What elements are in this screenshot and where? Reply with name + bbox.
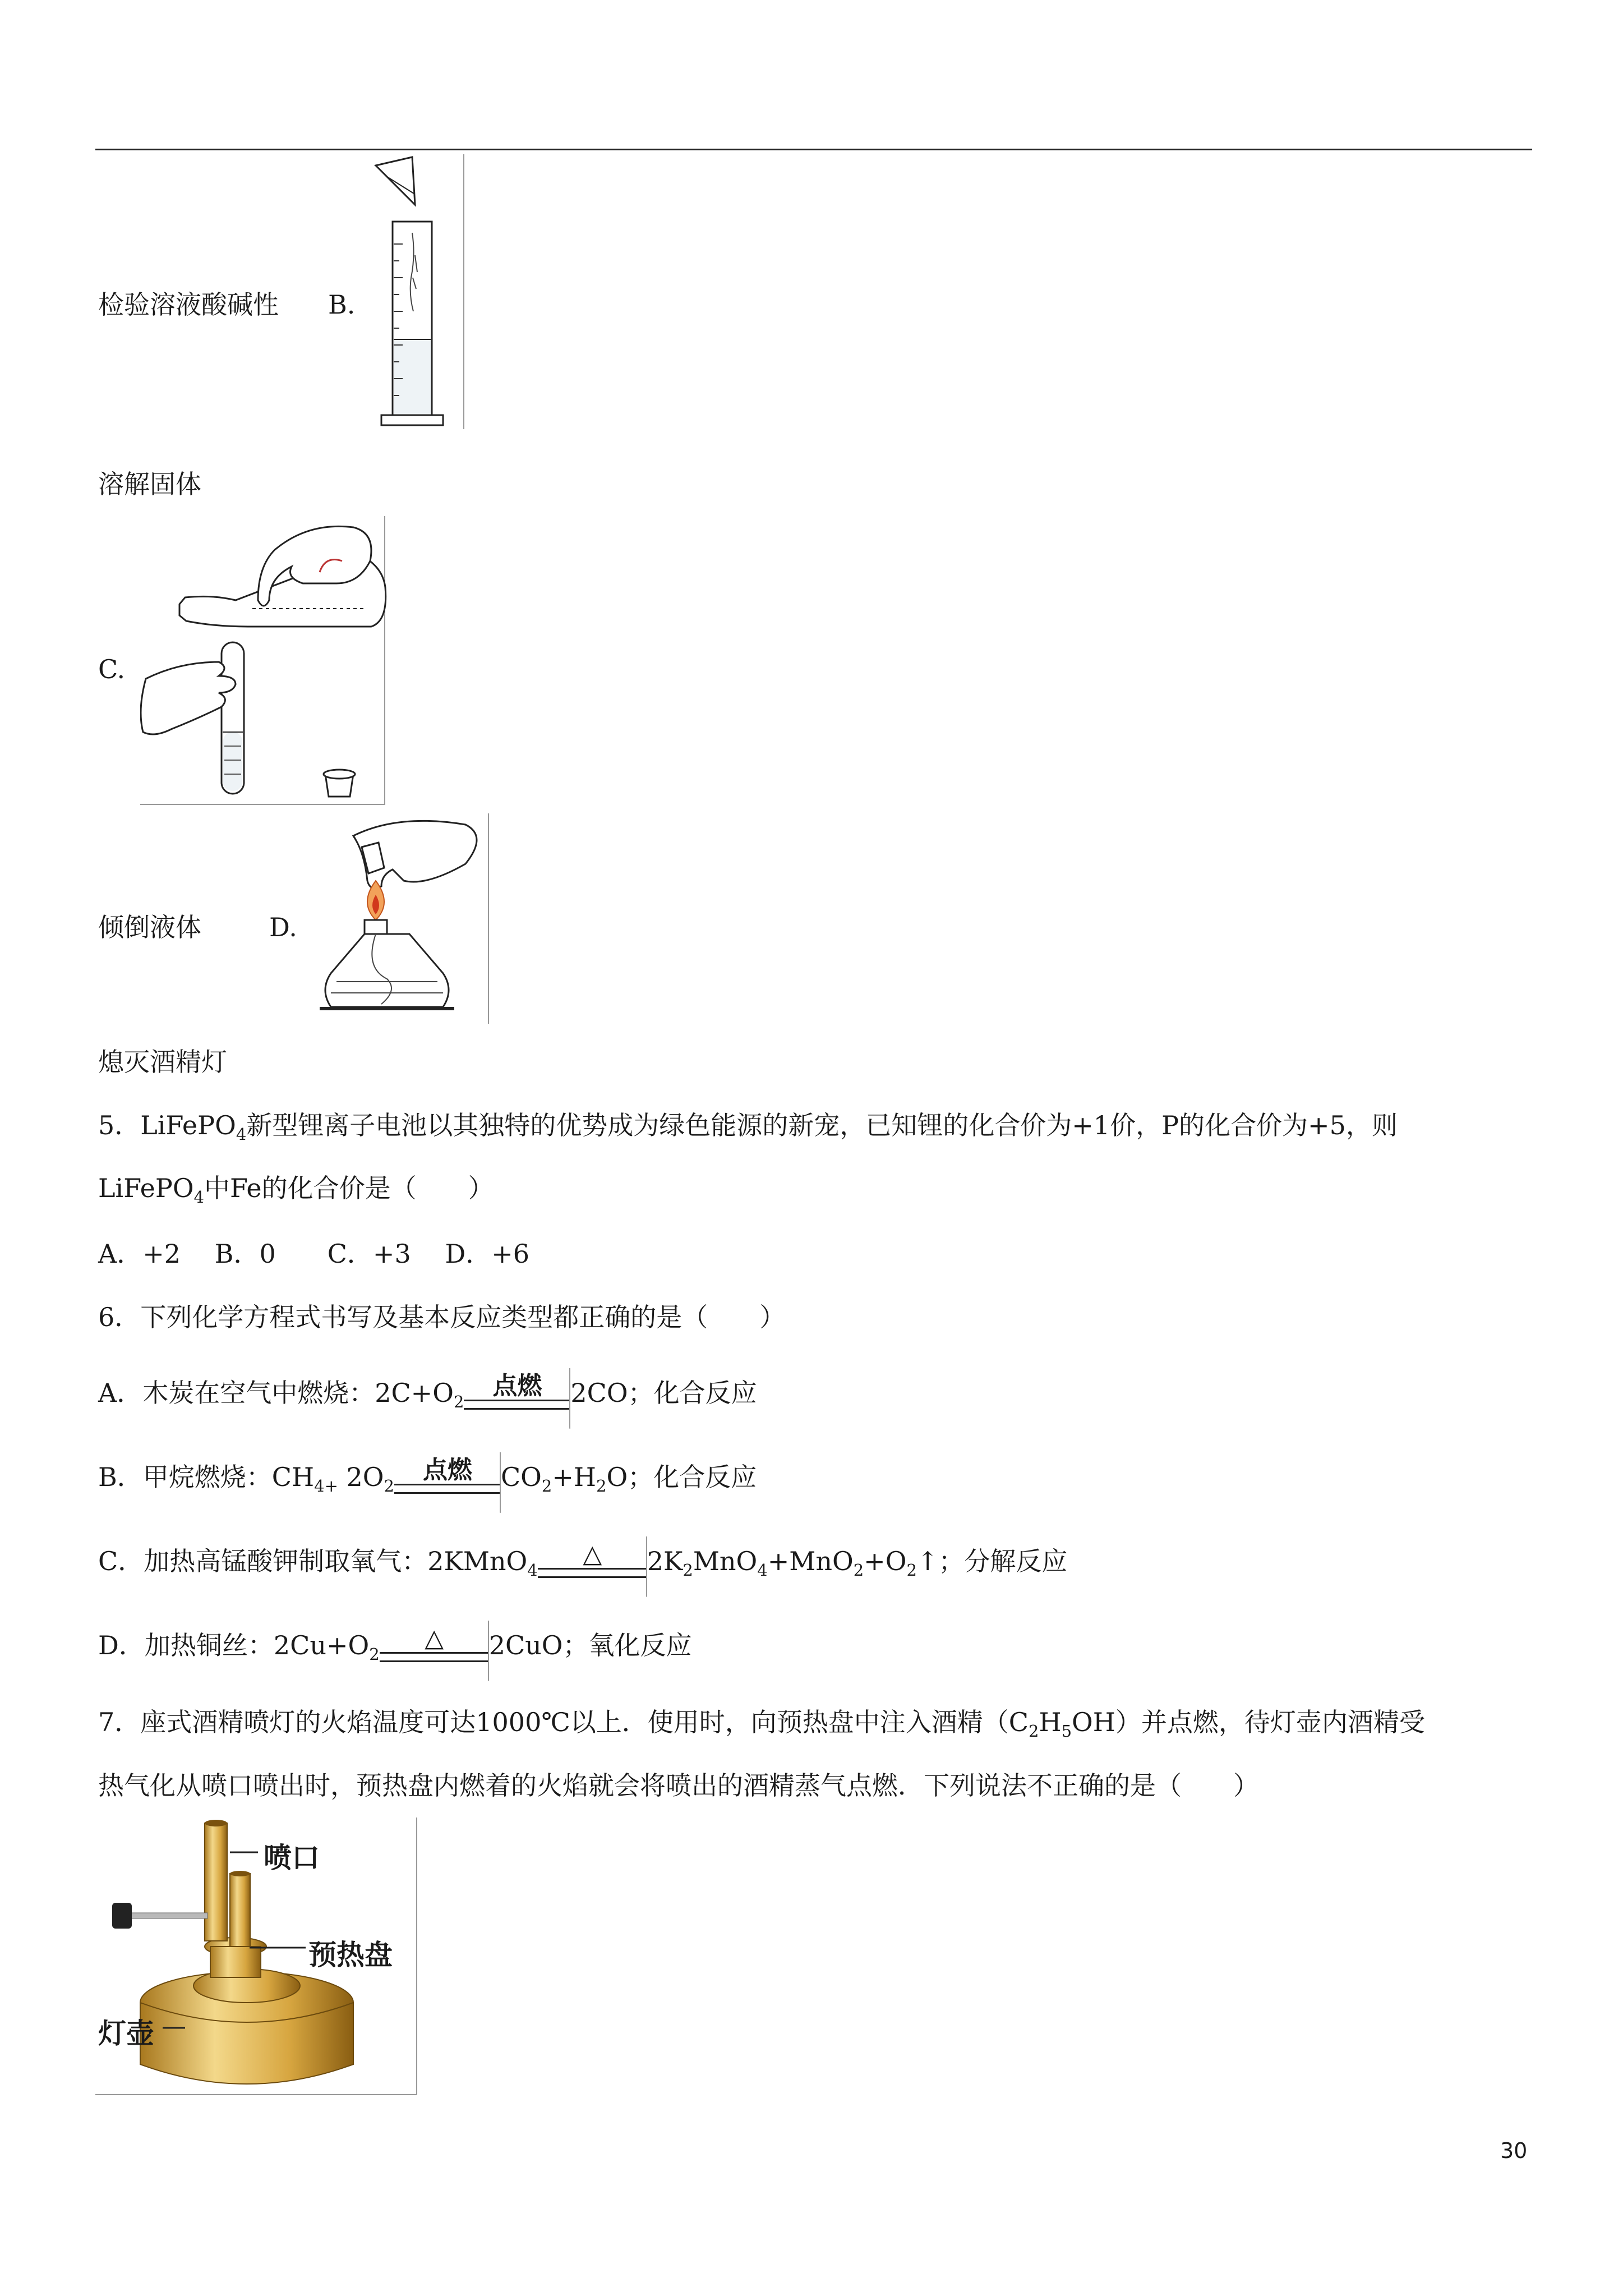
header-rule: [95, 149, 1532, 150]
reaction-condition-arrow: 点燃: [394, 1484, 501, 1494]
alcohol-blast-lamp-figure: [95, 1818, 421, 2098]
option-c-label: C.: [98, 654, 126, 684]
q5-stem-line2: LiFePO$_4$中Fe的化合价是（ ）: [98, 1173, 494, 1207]
label-nozzle: 喷口: [264, 1842, 320, 1874]
option-c-caption: 倾倒液体: [98, 912, 201, 942]
q6-option-c: C．加热高锰酸钾制取氧气：2KMnO$_4$ △ $2K_2MnO_4+MnO_2+O_2↑$；分解反应: [98, 1548, 1067, 1579]
reaction-condition-arrow: △: [380, 1652, 489, 1662]
q6-option-d: D．加热铜丝：$2Cu+O_2$ △ 2CuO；氧化反应: [98, 1632, 692, 1663]
alcohol-lamp-figure: [308, 813, 494, 1027]
q6-stem: 6．下列化学方程式书写及基本反应类型都正确的是（ ）: [98, 1302, 786, 1332]
q5-stem-line1: 5．LiFePO$_4$新型锂离子电池以其独特的优势成为绿色能源的新宠，已知锂的化合价为+1价，P的化合价为+5，则: [98, 1110, 1398, 1144]
reaction-condition-arrow: 点燃: [464, 1400, 570, 1410]
q6-option-b: B．甲烷燃烧：$CH_{4+}$ $2O_2$ 点燃 $CO_2+H_2O$；化合反应: [98, 1464, 757, 1494]
q5-choices: A．+2 B．0 C．+3 D．+6: [98, 1239, 530, 1269]
page-number: 30: [1500, 2138, 1528, 2163]
q6-option-a: A．木炭在空气中燃烧：$2C+O_2$ 点燃 2CO；化合反应: [98, 1380, 757, 1410]
q7-stem-line2: 热气化从喷口喷出时，预热盘内燃着的火焰就会将喷出的酒精蒸气点燃．下列说法不正确的是（ ）: [98, 1770, 1259, 1801]
q7-stem-line1: 7．座式酒精喷灯的火焰温度可达1000℃以上．使用时，向预热盘中注入酒精$(C_2H_5OH)$并点燃，待灯壶内酒精受: [98, 1707, 1425, 1741]
option-b-label: B.: [328, 289, 356, 320]
label-lamp-pot: 灯壶: [98, 2017, 154, 2050]
option-b-caption: 溶解固体: [98, 469, 201, 499]
option-d-label: D.: [269, 912, 297, 942]
reaction-condition-arrow: △: [538, 1568, 647, 1578]
label-preheat-tray: 预热盘: [308, 1939, 393, 1971]
pouring-liquid-figure: [140, 516, 393, 808]
option-d-caption: 熄灭酒精灯: [98, 1047, 227, 1077]
measuring-cylinder-figure: [359, 154, 471, 435]
option-a-caption: 检验溶液酸碱性: [98, 289, 279, 320]
